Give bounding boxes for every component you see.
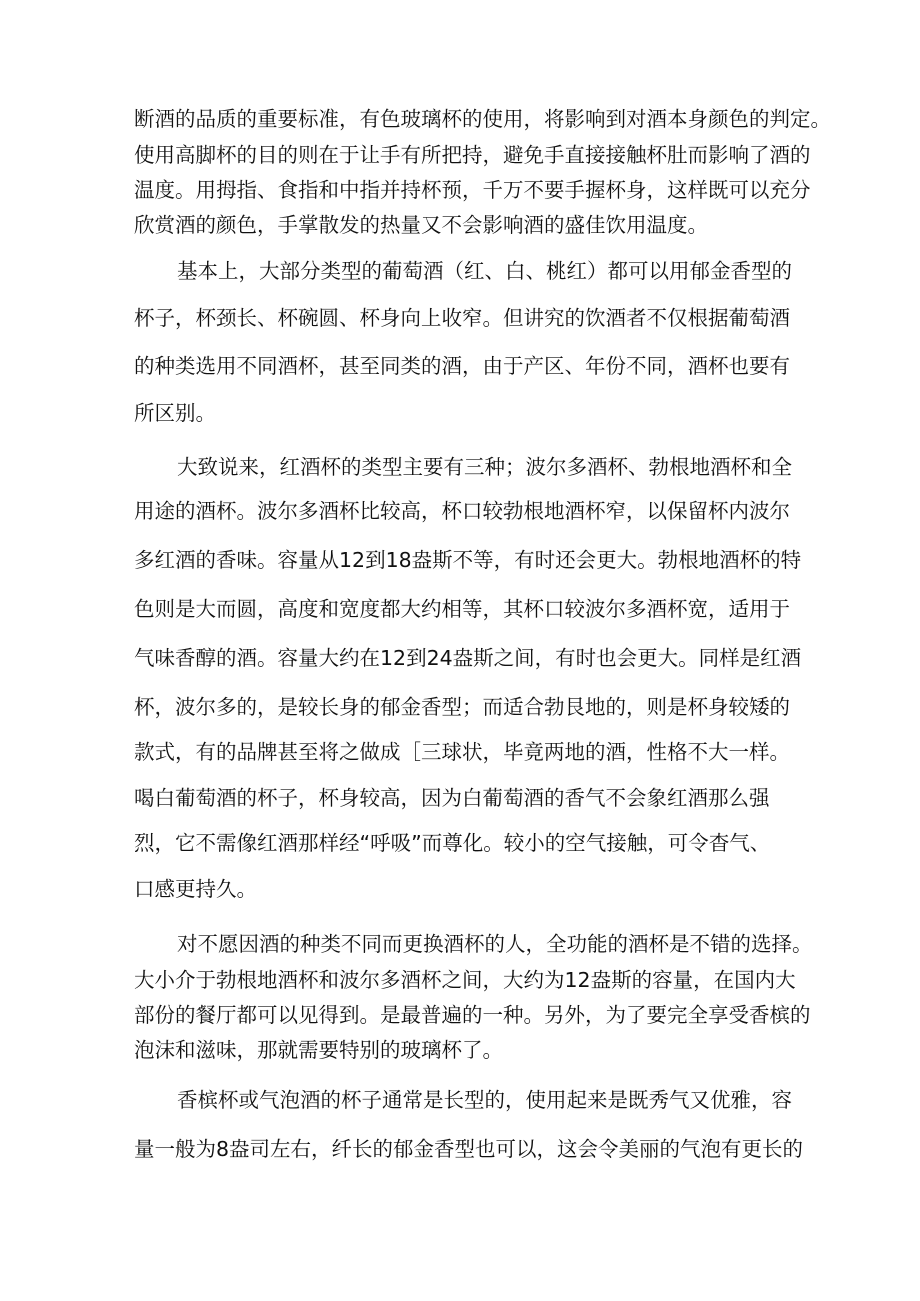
text-line: 口感更持久。: [134, 877, 257, 901]
text-line: 泡沫和滋味，那就需要特别的玻璃杯了。: [134, 1038, 503, 1062]
text-line: 对不愿因酒的种类不同而更换酒杯的人，全功能的酒杯是不错的选择。: [177, 932, 813, 956]
text-line: 杯子，杯颈长、杯碗圆、杯身向上收窄。但讲究的饮酒者不仅根据葡萄酒: [134, 306, 790, 330]
text-line: 杯，波尔多的，是较长身的郁金香型；而适合勃艮地的，则是杯身较矮的: [134, 695, 790, 719]
text-line: 基本上，大部分类型的葡萄酒（红、白、桃红）都可以用郁金香型的: [177, 259, 792, 283]
text-line: 气味香醇的酒。容量大约在12到24盎斯之间，有时也会更大。同样是红酒: [134, 646, 802, 670]
text-line: 温度。用拇指、食指和中指并持杯预，千万不要手握杯身，这样既可以充分: [134, 178, 811, 202]
text-line: 款式，有的品牌甚至将之做成［三球状，毕竟两地的酒，性格不大一样。: [134, 740, 790, 764]
text-line: 多红酒的香味。容量从12到18盎斯不等，有时还会更大。勃根地酒杯的特: [134, 548, 802, 572]
text-line: 量一般为8盎司左右，纤长的郁金香型也可以，这会令美丽的气泡有更长的: [134, 1137, 804, 1161]
text-line: 使用高脚杯的目的则在于让手有所把持，避免手直接接触杯肚而影响了酒的: [134, 143, 811, 167]
text-line: 香槟杯或气泡酒的杯子通常是长型的，使用起来是既秀气又优雅，容: [177, 1088, 792, 1112]
text-line: 大致说来，红酒杯的类型主要有三种；波尔多酒杯、勃根地酒杯和全: [177, 455, 792, 479]
text-line: 欣赏酒的颜色，手掌散发的热量又不会影响酒的盛佳饮用温度。: [134, 213, 708, 237]
text-line: 用途的酒杯。波尔多酒杯比较高，杯口较勃根地酒杯窄，以保留杯内波尔: [134, 499, 790, 523]
text-line: 所区别。: [134, 401, 216, 425]
text-line: 断酒的品质的重要标准，有色玻璃杯的使用，将影响到对酒本身颜色的判定。: [134, 107, 831, 131]
text-line: 烈，它不需像红酒那样经“呼吸”而尊化。较小的空气接触，可令杳气、: [134, 831, 771, 855]
text-line: 色则是大而圆，高度和宽度都大约相等，其杯口较波尔多酒杯宽，适用于: [134, 597, 790, 621]
text-line: 的种类选用不同酒杯，甚至同类的酒，由于产区、年份不同，酒杯也要有: [134, 354, 790, 378]
text-line: 大小介于勃根地酒杯和波尔多酒杯之间，大约为12盎斯的容量，在国内大: [134, 968, 796, 992]
text-line: 喝白葡萄酒的杯子，杯身较高，因为白葡萄酒的香气不会象红酒那么强: [134, 786, 770, 810]
text-line: 部份的餐厅都可以见得到。是最普遍的一种。另外，为了要完全享受香槟的: [134, 1003, 811, 1027]
